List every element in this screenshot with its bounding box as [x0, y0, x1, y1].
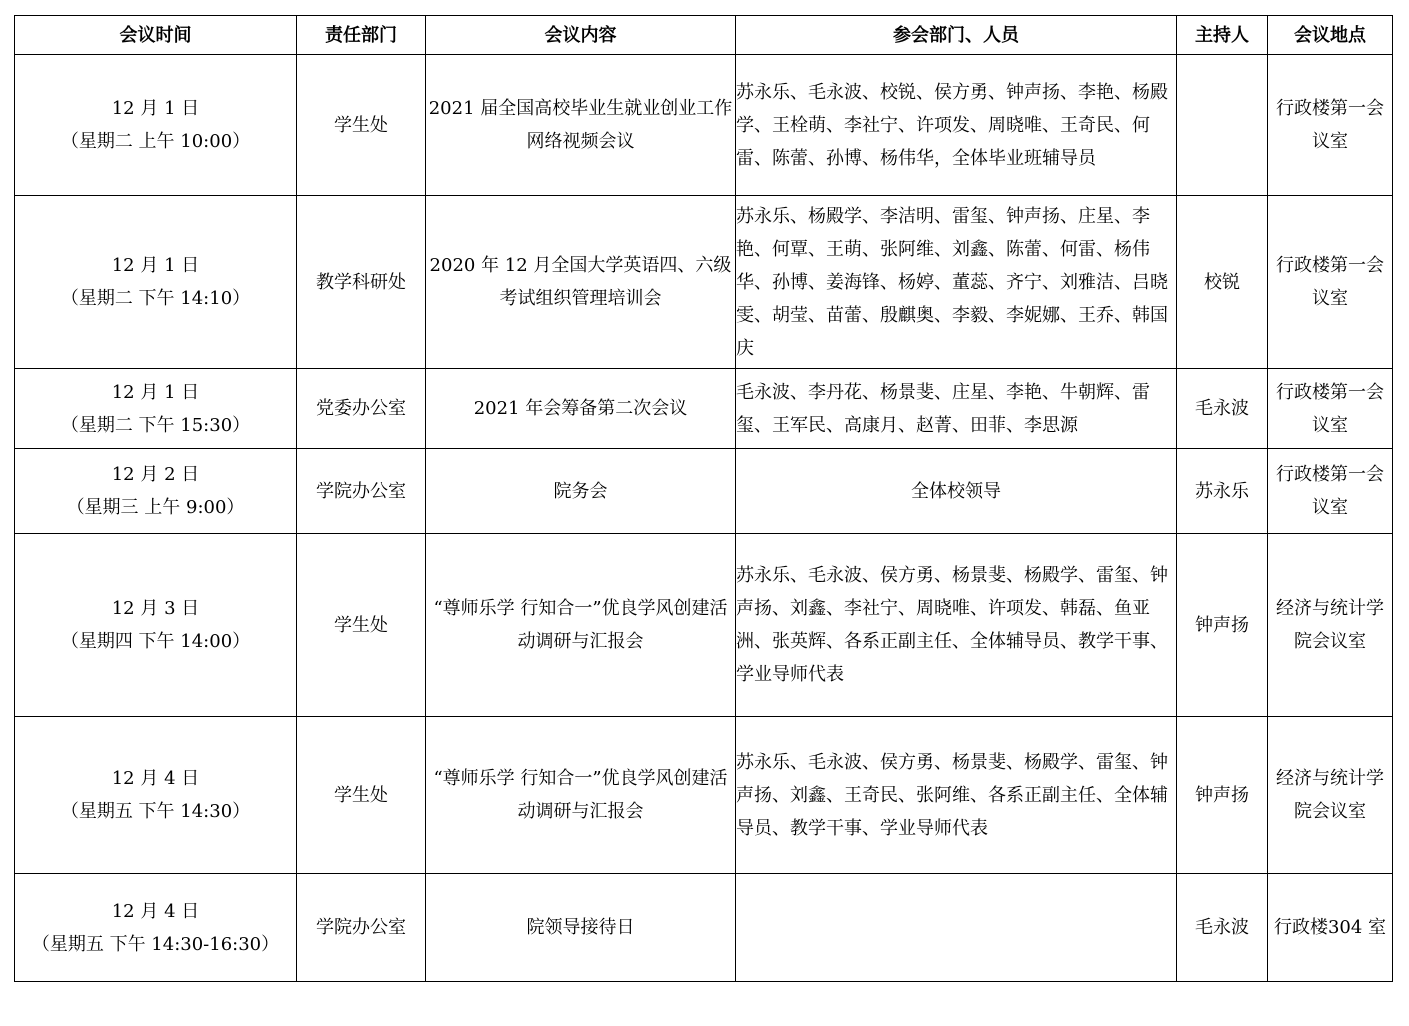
attendees-cell: 苏永乐、毛永波、侯方勇、杨景斐、杨殿学、雷玺、钟声扬、刘鑫、王奇民、张阿维、各系正副主任、全体辅导员、教学干事、学业导师代表 [736, 717, 1177, 874]
table-row [15, 369, 1393, 449]
table-row [15, 534, 1393, 717]
attendees-cell: 毛永波、李丹花、杨景斐、庄星、李艳、牛朝辉、雷玺、王军民、高康月、赵菁、田菲、李思源 [736, 369, 1177, 449]
table-row [15, 196, 1393, 369]
host-cell: 毛永波 [1177, 369, 1268, 449]
host-cell [1177, 55, 1268, 196]
venue-cell: 行政楼第一会议室 [1268, 369, 1393, 449]
time-cell [15, 369, 297, 449]
table-row [15, 55, 1393, 196]
department-cell: 学院办公室 [297, 449, 426, 534]
host-cell: 苏永乐 [1177, 449, 1268, 534]
meeting-slot: （星期五 下午 14:30-16:30） [31, 933, 280, 955]
time-cell [15, 534, 297, 717]
meeting-slot: （星期五 下午 14:30） [60, 801, 251, 822]
header-time: 会议时间 [15, 16, 297, 55]
meeting-date: 12 月 1 日 [111, 98, 200, 119]
venue-cell: 行政楼第一会议室 [1268, 196, 1393, 369]
meeting-slot: （星期二 上午 10:00） [60, 131, 251, 152]
content-cell: 院务会 [426, 449, 736, 534]
table-row [15, 449, 1393, 534]
host-cell: 钟声扬 [1177, 534, 1268, 717]
header-row [15, 16, 1393, 55]
header-content: 会议内容 [426, 16, 736, 55]
attendees-cell: 苏永乐、毛永波、侯方勇、杨景斐、杨殿学、雷玺、钟声扬、刘鑫、李社宁、周晓唯、许项发、韩磊、鱼亚洲、张英辉、各系正副主任、全体辅导员、教学干事、学业导师代表 [736, 534, 1177, 717]
attendees-cell: 苏永乐、杨殿学、李洁明、雷玺、钟声扬、庄星、李艳、何覃、王萌、张阿维、刘鑫、陈蕾、何雷、杨伟华、孙博、姜海锋、杨婷、董蕊、齐宁、刘雅洁、吕晓雯、胡莹、苗蕾、殷麒奥、李毅、李妮娜、王乔、韩国庆 [736, 196, 1177, 369]
content-cell: 2020 年 12 月全国大学英语四、六级考试组织管理培训会 [426, 196, 736, 369]
meeting-schedule-table [14, 15, 1393, 982]
venue-cell: 经济与统计学院会议室 [1268, 717, 1393, 874]
department-cell: 学生处 [297, 717, 426, 874]
meeting-slot: （星期二 下午 15:30） [60, 414, 251, 436]
header-host: 主持人 [1177, 16, 1268, 55]
attendees-cell: 全体校领导 [736, 449, 1177, 534]
host-cell: 校锐 [1177, 196, 1268, 369]
meeting-date: 12 月 1 日 [111, 381, 200, 403]
header-department: 责任部门 [297, 16, 426, 55]
attendees-cell: 苏永乐、毛永波、校锐、侯方勇、钟声扬、李艳、杨殿学、王栓萌、李社宁、许项发、周晓唯、王奇民、何雷、陈蕾、孙博、杨伟华，全体毕业班辅导员 [736, 55, 1177, 196]
venue-cell: 行政楼第一会议室 [1268, 449, 1393, 534]
time-cell [15, 717, 297, 874]
department-cell: 学院办公室 [297, 874, 426, 982]
meeting-slot: （星期二 下午 14:10） [60, 288, 251, 309]
content-cell: 2021 年会筹备第二次会议 [426, 369, 736, 449]
time-cell [15, 55, 297, 196]
department-cell: 教学科研处 [297, 196, 426, 369]
meeting-slot: （星期三 上午 9:00） [66, 497, 245, 518]
venue-cell: 行政楼304 室 [1268, 874, 1393, 982]
meeting-date: 12 月 3 日 [111, 598, 200, 619]
time-cell [15, 196, 297, 369]
content-cell: “尊师乐学 行知合一”优良学风创建活动调研与汇报会 [426, 534, 736, 717]
meeting-date: 12 月 4 日 [111, 900, 200, 922]
meeting-date: 12 月 2 日 [111, 464, 200, 485]
table-row [15, 717, 1393, 874]
attendees-cell [736, 874, 1177, 982]
header-attendees: 参会部门、人员 [736, 16, 1177, 55]
content-cell: 院领导接待日 [426, 874, 736, 982]
meeting-schedule-sheet [14, 15, 1392, 982]
venue-cell: 行政楼第一会议室 [1268, 55, 1393, 196]
table-row [15, 874, 1393, 982]
department-cell: 学生处 [297, 55, 426, 196]
host-cell: 钟声扬 [1177, 717, 1268, 874]
host-cell: 毛永波 [1177, 874, 1268, 982]
department-cell: 党委办公室 [297, 369, 426, 449]
department-cell: 学生处 [297, 534, 426, 717]
header-venue: 会议地点 [1268, 16, 1393, 55]
time-cell [15, 449, 297, 534]
meeting-date: 12 月 1 日 [111, 255, 200, 276]
content-cell: 2021 届全国高校毕业生就业创业工作网络视频会议 [426, 55, 736, 196]
content-cell: “尊师乐学 行知合一”优良学风创建活动调研与汇报会 [426, 717, 736, 874]
meeting-date: 12 月 4 日 [111, 768, 200, 789]
time-cell [15, 874, 297, 982]
venue-cell: 经济与统计学院会议室 [1268, 534, 1393, 717]
meeting-slot: （星期四 下午 14:00） [60, 631, 251, 652]
